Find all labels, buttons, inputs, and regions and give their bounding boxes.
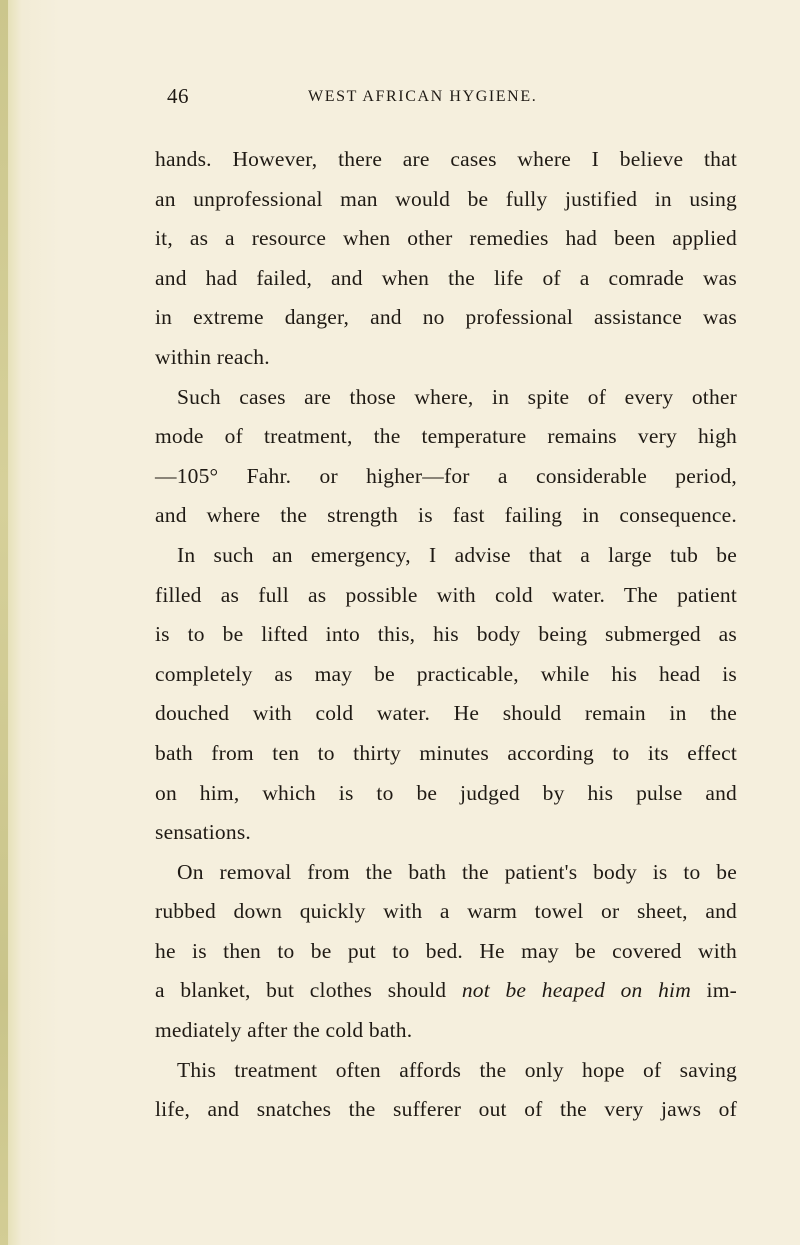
running-title: WEST AFRICAN HYGIENE. bbox=[308, 88, 538, 105]
text-line bbox=[155, 971, 737, 1011]
text-line: This treatment often affords the only hope of saving bbox=[177, 1057, 737, 1082]
text-line: —105° Fahr. or higher—for a considerable period, bbox=[155, 463, 737, 488]
text-line: an unprofessional man would be fully justified in using bbox=[155, 186, 737, 211]
text-line: sensations. bbox=[155, 820, 251, 845]
text-line: bath from ten to thirty minutes according to its effect bbox=[155, 740, 737, 765]
text-line: douched with cold water. He should remain in the bbox=[155, 701, 737, 726]
text-line: he is then to be put to bed. He may be covered with bbox=[155, 938, 737, 963]
text-line: hands. However, there are cases where I believe that bbox=[155, 147, 737, 171]
text-line: mediately after the cold bath. bbox=[155, 1018, 413, 1043]
page-gutter-edge bbox=[0, 0, 8, 1245]
text-line: Such cases are those where, in spite of every other bbox=[177, 384, 737, 409]
text-line: filled as full as possible with cold water. The patient bbox=[155, 582, 737, 607]
text-line: mode of treatment, the temperature remains very high bbox=[155, 424, 737, 449]
text-line: in extreme danger, and no professional assistance was bbox=[155, 305, 737, 330]
text-line: on him, which is to be judged by his pulse and bbox=[155, 780, 737, 805]
text-segment: im- bbox=[690, 978, 737, 1003]
text-line: life, and snatches the sufferer out of the very jaws of bbox=[155, 1097, 737, 1122]
text-line: within reach. bbox=[155, 344, 270, 369]
text-line: On removal from the bath the patient's body is to be bbox=[177, 859, 737, 884]
running-head bbox=[0, 84, 800, 114]
text-line: and where the strength is fast failing in consequence. bbox=[155, 503, 737, 528]
text-line: and had failed, and when the life of a comrade was bbox=[155, 265, 737, 290]
page-number: 46 bbox=[167, 84, 189, 108]
text-line: completely as may be practicable, while his head is bbox=[155, 661, 737, 686]
text-segment: a blanket, but clothes should bbox=[155, 978, 462, 1003]
text-line: rubbed down quickly with a warm towel or sheet, and bbox=[155, 899, 737, 924]
text-line: is to be lifted into this, his body being submerged as bbox=[155, 622, 737, 647]
italic-emphasis: not be heaped on him bbox=[461, 978, 691, 1003]
text-line: In such an emergency, I advise that a large tub be bbox=[177, 542, 737, 567]
text-line: it, as a resource when other remedies had been applied bbox=[155, 226, 737, 251]
body-text bbox=[155, 140, 737, 1130]
